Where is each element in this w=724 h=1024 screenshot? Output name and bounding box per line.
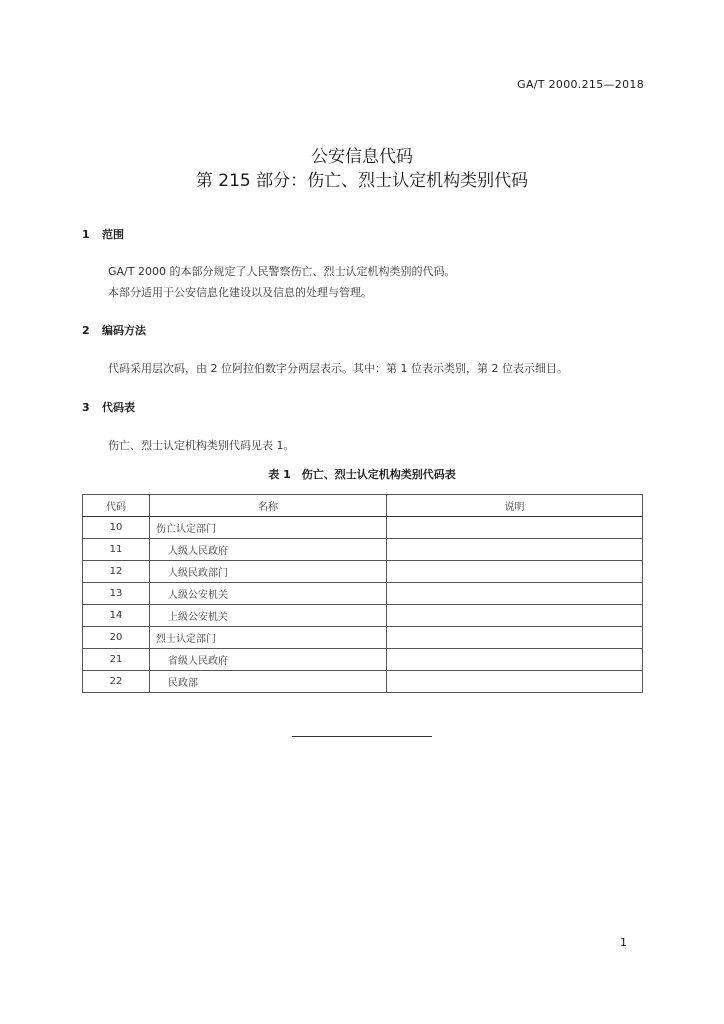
- row-note: [387, 605, 643, 627]
- header-name: 名称: [150, 495, 387, 517]
- row-name: 上级公安机关: [150, 605, 387, 627]
- section-heading-coding-method: [82, 322, 146, 338]
- table-row: [83, 561, 643, 583]
- row-code: 12: [83, 561, 150, 583]
- section-title: 范围: [102, 228, 124, 241]
- section-title: 编码方法: [102, 324, 146, 337]
- row-name: 伤亡认定部门: [150, 517, 387, 539]
- row-code: 20: [83, 627, 150, 649]
- row-code: 11: [83, 539, 150, 561]
- document-subtitle: 第 215 部分：伤亡、烈士认定机构类别代码: [195, 171, 529, 191]
- row-note: [387, 627, 643, 649]
- coding-method-paragraph: 代码采用层次码，由 2 位阿拉伯数字分两层表示。其中：第 1 位表示类别，第 2 位表示细目。: [108, 362, 568, 375]
- table-row: [83, 539, 643, 561]
- end-of-document-rule: [292, 736, 432, 737]
- code-table: [82, 494, 643, 693]
- table-row: [83, 671, 643, 693]
- section-heading-code-table: [82, 399, 135, 415]
- row-name: 人级公安机关: [150, 583, 387, 605]
- row-name: 人级人民政府: [150, 539, 387, 561]
- table-row: [83, 649, 643, 671]
- table-row: [83, 627, 643, 649]
- row-note: [387, 517, 643, 539]
- header-note: 说明: [387, 495, 643, 517]
- table-caption: 表 1 伤亡、烈士认定机构类别代码表: [268, 468, 456, 481]
- scope-paragraph-1: GA/T 2000 的本部分规定了人民警察伤亡、烈士认定机构类别的代码。: [108, 265, 456, 278]
- code-table-paragraph: 伤亡、烈士认定机构类别代码见表 1。: [108, 439, 295, 452]
- document-title: 公安信息代码: [311, 147, 413, 167]
- section-title: 代码表: [102, 401, 135, 414]
- header-code: 代码: [83, 495, 150, 517]
- table-header-row: [83, 495, 643, 517]
- row-note: [387, 671, 643, 693]
- table-row: [83, 583, 643, 605]
- row-code: 22: [83, 671, 150, 693]
- page-number: 1: [620, 936, 627, 949]
- row-note: [387, 561, 643, 583]
- row-note: [387, 539, 643, 561]
- section-number: 3: [82, 401, 90, 414]
- section-number: 2: [82, 324, 90, 337]
- row-code: 13: [83, 583, 150, 605]
- row-note: [387, 649, 643, 671]
- table-row: [83, 605, 643, 627]
- row-code: 10: [83, 517, 150, 539]
- section-number: 1: [82, 228, 90, 241]
- row-name: 烈士认定部门: [150, 627, 387, 649]
- row-name: 人级民政部门: [150, 561, 387, 583]
- table-row: [83, 517, 643, 539]
- section-heading-scope: [82, 226, 124, 242]
- row-code: 21: [83, 649, 150, 671]
- row-name: 民政部: [150, 671, 387, 693]
- scope-paragraph-2: 本部分适用于公安信息化建设以及信息的处理与管理。: [108, 286, 372, 299]
- standard-code: GA/T 2000.215—2018: [517, 78, 644, 91]
- row-code: 14: [83, 605, 150, 627]
- row-note: [387, 583, 643, 605]
- row-name: 省级人民政府: [150, 649, 387, 671]
